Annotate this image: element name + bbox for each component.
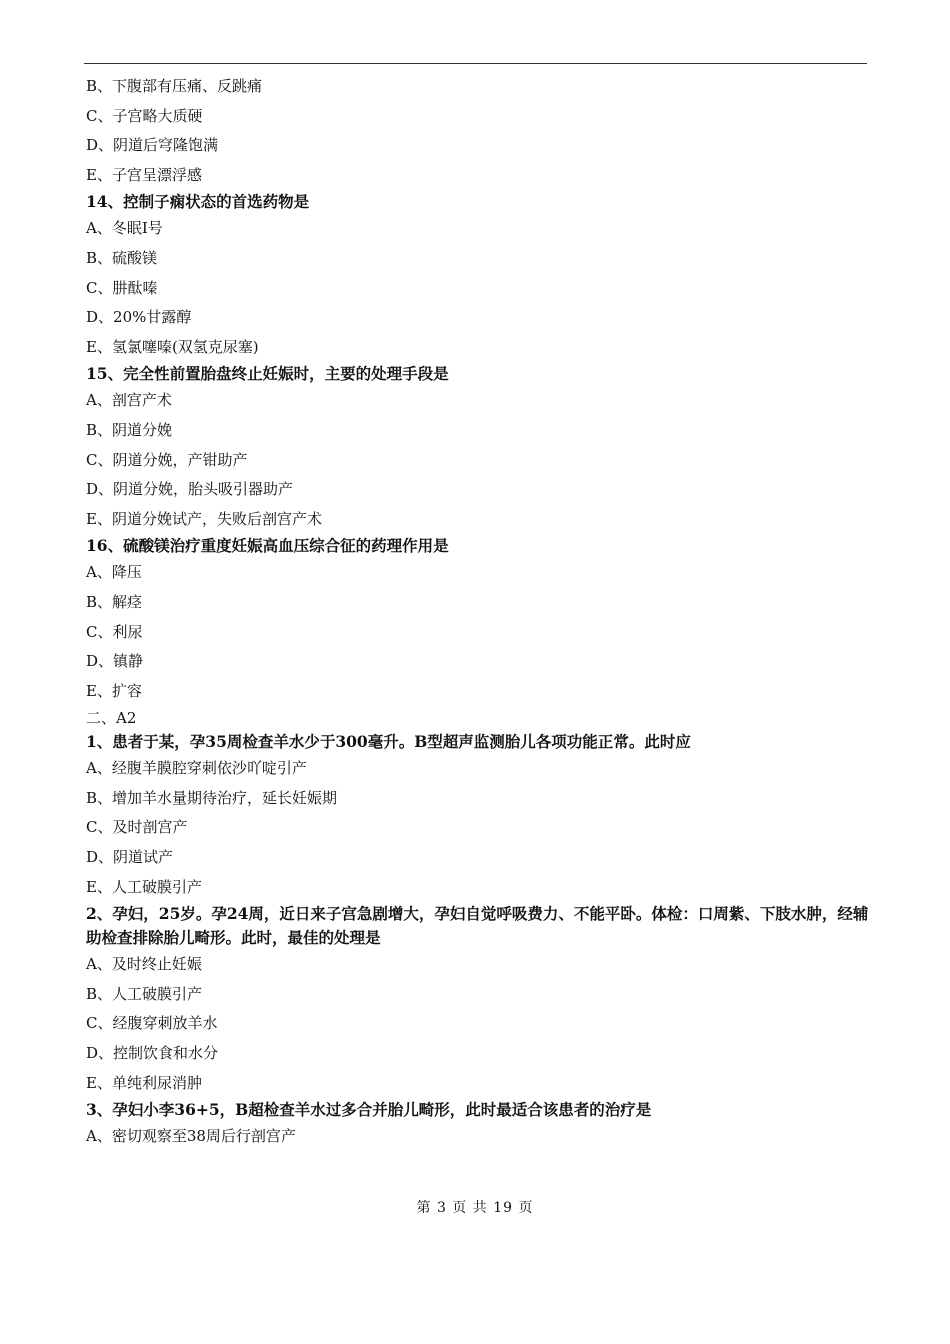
option-line: B、解痉	[86, 592, 143, 611]
question-stem: 15、完全性前置胎盘终止妊娠时，主要的处理手段是	[86, 364, 449, 384]
option-line: A、密切观察至38周后行剖宫产	[86, 1127, 296, 1146]
option-line: C、子宫略大质硬	[86, 106, 203, 125]
option-line: E、人工破膜引产	[86, 877, 202, 896]
option-line: D、阴道后穹隆饱满	[86, 136, 219, 155]
option-line: B、人工破膜引产	[86, 984, 203, 1003]
option-line: A、经腹羊膜腔穿刺依沙吖啶引产	[86, 759, 307, 778]
option-line: B、增加羊水量期待治疗，延长妊娠期	[86, 788, 338, 807]
option-line: A、及时终止妊娠	[86, 955, 202, 974]
option-line: C、及时剖宫产	[86, 818, 188, 837]
option-line: C、阴道分娩，产钳助产	[86, 450, 248, 469]
section-heading: 二、A2	[86, 709, 137, 728]
question-stem: 1、患者于某，孕35周检查羊水少于300毫升。B型超声监测胎儿各项功能正常。此时应	[86, 732, 691, 752]
header-rule	[84, 63, 867, 64]
option-line: E、氢氯噻嗪(双氢克尿塞)	[86, 337, 259, 356]
question-stem: 16、硫酸镁治疗重度妊娠高血压综合征的药理作用是	[86, 536, 449, 556]
option-line: B、硫酸镁	[86, 248, 158, 267]
option-line: D、阴道试产	[86, 848, 174, 867]
option-line: C、肼酞嗪	[86, 278, 158, 297]
question-stem: 2、孕妇，25岁。孕24周，近日来子宫急剧增大，孕妇自觉呼吸费力、不能平卧。体检：口周紫、下肢水肿，经辅助检查排除胎儿畸形。此时，最佳的处理是	[86, 904, 869, 948]
option-line: D、阴道分娩，胎头吸引器助产	[86, 480, 294, 499]
option-line: E、扩容	[86, 681, 142, 700]
option-line: D、控制饮食和水分	[86, 1044, 219, 1063]
option-line: B、阴道分娩	[86, 420, 173, 439]
question-stem: 14、控制子痫状态的首选药物是	[86, 192, 310, 212]
question-content	[86, 72, 870, 1152]
option-line: B、下腹部有压痛、反跳痛	[86, 77, 263, 95]
option-line: E、阴道分娩试产，失败后剖宫产术	[86, 509, 322, 528]
option-line: E、子宫呈漂浮感	[86, 165, 202, 184]
option-line: A、剖宫产术	[86, 391, 172, 410]
option-line: C、经腹穿刺放羊水	[86, 1014, 218, 1033]
option-line: D、镇静	[86, 652, 144, 671]
option-line: E、单纯利尿消肿	[86, 1073, 202, 1092]
page-footer: 第 3 页 共 19 页	[416, 1200, 534, 1216]
option-line: A、冬眠Ⅰ号	[86, 219, 163, 238]
option-line: D、20%甘露醇	[86, 308, 192, 327]
question-stem: 3、孕妇小李36+5，B超检查羊水过多合并胎儿畸形，此时最适合该患者的治疗是	[86, 1100, 652, 1120]
option-line: C、利尿	[86, 622, 143, 641]
option-line: A、降压	[86, 563, 142, 582]
